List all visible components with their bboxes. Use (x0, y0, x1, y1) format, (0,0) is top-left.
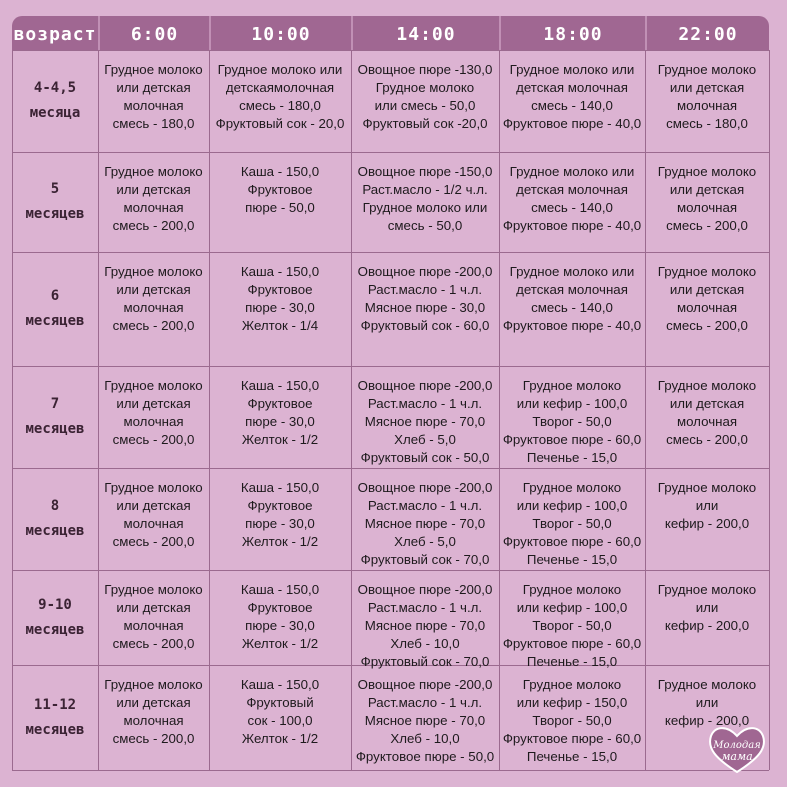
meal-cell-line: смесь - 200,0 (112, 218, 195, 233)
meal-cell-line: или (695, 600, 719, 615)
meal-cell-line: Хлеб - 5,0 (394, 534, 456, 549)
meal-cell-line: или детская (116, 498, 191, 513)
meal-cell-line: пюре - 30,0 (245, 618, 315, 633)
meal-cell-line: молочная (123, 516, 184, 531)
meal-cell-line: Раст.масло - 1 ч.л. (367, 498, 483, 513)
meal-cell (499, 377, 645, 467)
meal-cell-line: Грудное молоко или (509, 62, 635, 77)
meal-cell (499, 61, 645, 133)
header-time-10: 10:00 (251, 24, 311, 45)
header-time-22: 22:00 (678, 24, 738, 45)
meal-cell-line: Овощное пюре -200,0 (357, 378, 493, 393)
meal-cell-line: Грудное молоко (375, 80, 475, 95)
meal-cell-line: молочная (676, 300, 738, 315)
age-label-line: 11-12 (33, 696, 77, 713)
meal-cell-line: Грудное молоко (657, 677, 757, 692)
meal-cell (98, 263, 209, 335)
meal-cell-line: смесь - 140,0 (531, 98, 613, 113)
age-label-line: месяцев (25, 206, 85, 222)
grid-row-line (12, 570, 769, 571)
age-label-line: 7 (50, 396, 60, 412)
header-time-18: 18:00 (543, 24, 603, 45)
meal-cell-line: Овощное пюре -200,0 (357, 264, 493, 279)
meal-cell-line: детская молочная (516, 282, 628, 297)
meal-cell-line: Фруктовое (247, 182, 313, 197)
meal-cell-line: Творог - 50,0 (532, 713, 612, 728)
age-label-line: месяцев (25, 721, 85, 738)
meal-cell-line: Грудное молоко или (362, 200, 488, 215)
meal-cell (209, 163, 351, 217)
header-time-6: 6:00 (130, 24, 179, 45)
meal-cell (98, 163, 209, 235)
meal-cell (209, 61, 351, 133)
meal-cell (351, 263, 499, 335)
meal-cell-line: или детская (116, 600, 191, 615)
meal-cell-line: или детская (669, 396, 745, 411)
meal-cell-line: Грудное молоко или (509, 164, 635, 179)
age-label (12, 284, 98, 334)
meal-cell-line: Фруктовое пюре - 40,0 (502, 218, 642, 233)
meal-cell-line: Грудное молоко (657, 378, 757, 393)
meal-cell-line: смесь - 180,0 (666, 116, 748, 131)
meal-cell-line: или кефир - 150,0 (516, 695, 628, 710)
meal-cell-line: Каша - 150,0 (240, 264, 320, 279)
meal-cell-line: молочная (123, 98, 184, 113)
age-label (12, 593, 98, 643)
meal-cell-line: Творог - 50,0 (532, 414, 612, 429)
meal-cell-line: пюре - 30,0 (245, 300, 315, 315)
grid-row-line (12, 152, 769, 153)
meal-cell-line: детскаямолочная (225, 80, 335, 95)
meal-cell (98, 61, 209, 133)
meal-cell-line: Грудное молоко (657, 582, 757, 597)
meal-cell-line: Печенье - 15,0 (526, 552, 618, 567)
meal-cell-line: или (695, 498, 719, 513)
meal-cell-line: Мясное пюре - 70,0 (364, 713, 486, 728)
meal-cell (98, 676, 209, 748)
meal-cell-line: или детская (669, 80, 745, 95)
meal-cell-line: Фруктовый сок - 60,0 (360, 318, 490, 333)
meal-cell-line: Фруктовое пюре - 60,0 (502, 534, 642, 549)
meal-cell-line: молочная (123, 713, 184, 728)
brand-logo (705, 722, 769, 774)
meal-cell-line: Грудное молоко (522, 582, 622, 597)
meal-cell-line: смесь - 140,0 (531, 300, 613, 315)
meal-cell-line: Фруктовое (247, 498, 313, 513)
meal-cell-line: Грудное молоко (657, 264, 757, 279)
meal-cell-line: детская молочная (516, 80, 628, 95)
grid-row-line (12, 770, 769, 771)
meal-cell-line: кефир - 200,0 (664, 516, 750, 531)
meal-cell (209, 263, 351, 335)
meal-cell (499, 676, 645, 766)
meal-cell (645, 479, 769, 533)
meal-cell-line: Грудное молоко (522, 677, 622, 692)
age-label-line: месяцев (25, 523, 85, 539)
meal-cell-line: смесь - 200,0 (666, 218, 748, 233)
meal-cell-line: Печенье - 15,0 (526, 749, 618, 764)
meal-cell-line: смесь - 200,0 (112, 432, 195, 447)
meal-cell-line: Грудное молоко (104, 62, 203, 77)
meal-cell-line: молочная (123, 200, 184, 215)
meal-cell (98, 377, 209, 449)
meal-cell-line: молочная (123, 618, 184, 633)
meal-cell-line: Грудное молоко (104, 677, 203, 692)
meal-cell-line: Печенье - 15,0 (526, 654, 618, 669)
logo-line2: мама (721, 750, 753, 763)
age-label-line: 9-10 (38, 596, 72, 613)
meal-cell-line: Грудное молоко (104, 582, 203, 597)
meal-cell-line: Раст.масло - 1 ч.л. (367, 396, 483, 411)
meal-cell-line: Хлеб - 10,0 (390, 731, 460, 746)
meal-cell-line: Каша - 150,0 (240, 164, 320, 179)
meal-cell (351, 163, 499, 235)
meal-cell-line: Мясное пюре - 70,0 (364, 618, 486, 633)
meal-cell-line: Каша - 150,0 (240, 677, 320, 692)
meal-cell-line: Овощное пюре -200,0 (357, 480, 493, 495)
meal-cell (351, 61, 499, 133)
meal-cell-line: Желток - 1/2 (241, 534, 319, 549)
meal-cell-line: или детская (116, 282, 191, 297)
meal-cell-line: Печенье - 15,0 (526, 450, 618, 465)
meal-cell-line: Грудное молоко (522, 378, 622, 393)
logo-line1: Молодая (713, 740, 761, 751)
meal-cell-line: Желток - 1/4 (241, 318, 319, 333)
meal-cell-line: Фруктовый сок -20,0 (362, 116, 488, 131)
grid-row-line (12, 468, 769, 469)
meal-cell-line: Грудное молоко или (217, 62, 343, 77)
meal-cell (209, 377, 351, 449)
age-label (12, 76, 98, 126)
meal-cell (499, 163, 645, 235)
meal-cell-line: смесь - 200,0 (112, 534, 195, 549)
meal-cell-line: смесь - 140,0 (531, 200, 613, 215)
meal-cell-line: Фруктовое (247, 396, 313, 411)
meal-cell (645, 163, 769, 235)
meal-cell-line: Мясное пюре - 30,0 (364, 300, 486, 315)
meal-cell-line: Фруктовое пюре - 60,0 (502, 731, 642, 746)
meal-cell-line: Овощное пюре -130,0 (357, 62, 493, 77)
age-label-line: 5 (50, 181, 60, 197)
meal-cell (98, 479, 209, 551)
meal-cell-line: кефир - 200,0 (664, 618, 750, 633)
meal-cell-line: Фруктовый сок - 50,0 (360, 450, 490, 465)
age-label-line: месяцев (25, 621, 85, 638)
meal-cell-line: смесь - 50,0 (387, 218, 463, 233)
meal-cell-line: пюре - 50,0 (245, 200, 315, 215)
age-label (12, 177, 98, 227)
meal-cell-line: или кефир - 100,0 (516, 396, 628, 411)
meal-cell-line: детская молочная (516, 182, 628, 197)
meal-cell (209, 581, 351, 653)
meal-cell-line: Фруктовое (247, 600, 313, 615)
age-label-line: месяцев (25, 421, 85, 437)
meal-cell-line: Фруктовый сок - 20,0 (215, 116, 345, 131)
meal-cell-line: или кефир - 100,0 (516, 498, 628, 513)
meal-cell-line: Желток - 1/2 (241, 432, 319, 447)
meal-cell-line: Желток - 1/2 (241, 636, 319, 651)
meal-cell-line: Грудное молоко или (509, 264, 635, 279)
meal-cell-line: Овощное пюре -200,0 (357, 582, 493, 597)
meal-cell-line: Раст.масло - 1 ч.л. (367, 695, 483, 710)
meal-cell-line: Хлеб - 10,0 (390, 636, 460, 651)
table-header (12, 16, 769, 50)
meal-cell-line: смесь - 200,0 (666, 432, 748, 447)
grid-row-line (12, 366, 769, 367)
meal-cell-line: Грудное молоко (104, 480, 203, 495)
meal-cell-line: или детская (116, 396, 191, 411)
meal-cell-line: Мясное пюре - 70,0 (364, 414, 486, 429)
meal-cell-line: пюре - 30,0 (245, 414, 315, 429)
meal-cell (645, 61, 769, 133)
meal-cell-line: Грудное молоко (104, 378, 203, 393)
meal-cell-line: сок - 100,0 (247, 713, 313, 728)
meal-cell-line: молочная (123, 300, 184, 315)
meal-cell-line: Фруктовый сок - 70,0 (360, 552, 490, 567)
meal-cell-line: Овощное пюре -200,0 (357, 677, 493, 692)
meal-cell (645, 581, 769, 635)
meal-cell (351, 377, 499, 467)
meal-cell-line: или детская (669, 282, 745, 297)
meal-cell (645, 377, 769, 449)
meal-cell-line: пюре - 30,0 (245, 516, 315, 531)
age-label-line: месяца (29, 105, 81, 121)
grid-row-line (12, 252, 769, 253)
age-label-line: 8 (50, 498, 60, 514)
age-label-line: месяцев (25, 313, 85, 329)
meal-cell (645, 263, 769, 335)
meal-cell-line: смесь - 200,0 (112, 636, 195, 651)
meal-cell-line: Фруктовое пюре - 60,0 (502, 432, 642, 447)
header-time-14: 14:00 (396, 24, 456, 45)
meal-cell-line: молочная (676, 98, 738, 113)
meal-cell (351, 479, 499, 569)
meal-cell-line: Раст.масло - 1 ч.л. (367, 600, 483, 615)
meal-cell-line: смесь - 180,0 (112, 116, 195, 131)
grid-column-line (769, 50, 770, 770)
meal-cell-line: Грудное молоко (104, 264, 203, 279)
age-label (12, 494, 98, 544)
meal-cell-line: или смесь - 50,0 (374, 98, 476, 113)
meal-cell-line: Каша - 150,0 (240, 480, 320, 495)
meal-cell-line: Фруктовое пюре - 40,0 (502, 116, 642, 131)
meal-cell-line: смесь - 200,0 (666, 318, 748, 333)
meal-cell-line: молочная (676, 414, 738, 429)
meal-cell-line: Фруктовый сок - 70,0 (360, 654, 490, 669)
meal-cell-line: Фруктовое (247, 282, 313, 297)
meal-cell-line: Раст.масло - 1/2 ч.л. (362, 182, 488, 197)
meal-cell-line: Фруктовый (246, 695, 314, 710)
meal-cell-line: смесь - 200,0 (112, 318, 195, 333)
meal-cell (351, 581, 499, 671)
meal-cell-line: молочная (123, 414, 184, 429)
meal-cell-line: Творог - 50,0 (532, 618, 612, 633)
meal-cell-line: кефир - 200,0 (664, 713, 750, 728)
meal-cell-line: Фруктовое пюре - 50,0 (355, 749, 495, 764)
meal-cell-line: Желток - 1/2 (241, 731, 319, 746)
meal-cell-line: или детская (116, 182, 191, 197)
meal-cell-line: Творог - 50,0 (532, 516, 612, 531)
meal-cell-line: Каша - 150,0 (240, 378, 320, 393)
meal-cell-line: Мясное пюре - 70,0 (364, 516, 486, 531)
meal-cell-line: Грудное молоко (657, 480, 757, 495)
meal-cell-line: Фруктовое пюре - 60,0 (502, 636, 642, 651)
meal-cell-line: смесь - 180,0 (239, 98, 321, 113)
meal-cell-line: или кефир - 100,0 (516, 600, 628, 615)
age-label (12, 392, 98, 442)
meal-cell-line: Грудное молоко (522, 480, 622, 495)
meal-cell-line: молочная (676, 200, 738, 215)
meal-cell-line: Овощное пюре -150,0 (357, 164, 493, 179)
meal-cell-line: смесь - 200,0 (112, 731, 195, 746)
header-age: возраст (13, 24, 97, 45)
meal-cell-line: или детская (116, 80, 191, 95)
meal-cell-line: Каша - 150,0 (240, 582, 320, 597)
meal-cell (209, 479, 351, 551)
age-label-line: 4-4,5 (33, 80, 77, 96)
meal-cell (209, 676, 351, 748)
meal-cell-line: Раст.масло - 1 ч.л. (367, 282, 483, 297)
meal-cell (98, 581, 209, 653)
meal-cell-line: Фруктовое пюре - 40,0 (502, 318, 642, 333)
meal-cell-line: Хлеб - 5,0 (394, 432, 456, 447)
meal-cell-line: Грудное молоко (657, 164, 757, 179)
meal-cell-line: или (695, 695, 719, 710)
meal-cell (499, 479, 645, 569)
age-label-line: 6 (50, 288, 60, 304)
meal-cell (351, 676, 499, 766)
meal-cell (499, 581, 645, 671)
meal-cell (499, 263, 645, 335)
grid-row-line (12, 50, 769, 51)
meal-cell-line: Грудное молоко (657, 62, 757, 77)
meal-cell-line: или детская (669, 182, 745, 197)
meal-cell-line: или детская (116, 695, 191, 710)
age-label (12, 693, 98, 743)
meal-cell-line: Грудное молоко (104, 164, 203, 179)
